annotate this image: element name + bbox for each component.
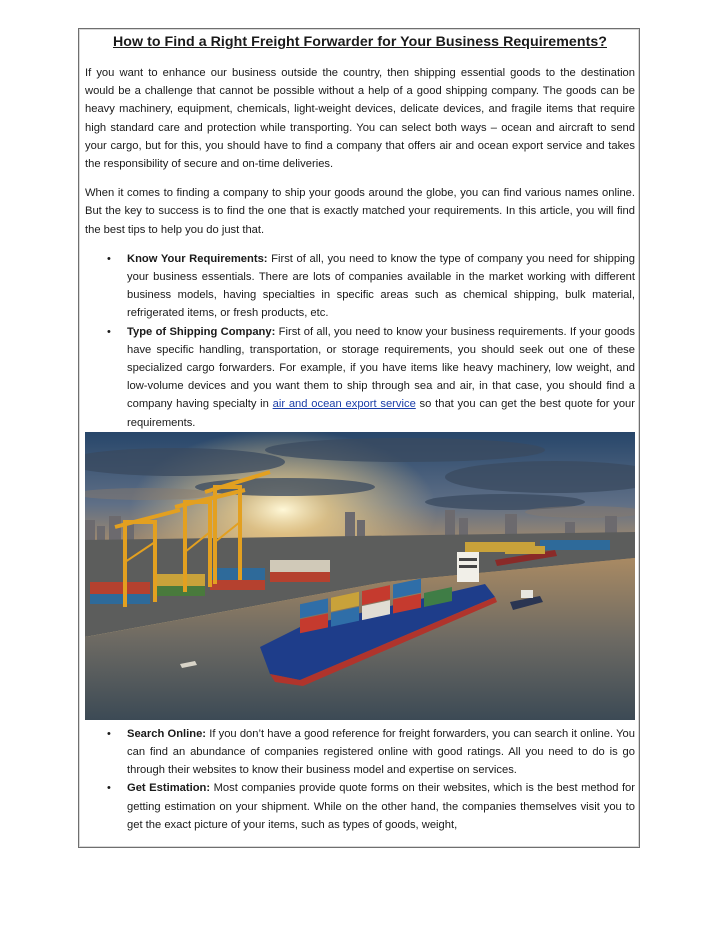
page-title: How to Find a Right Freight Forwarder for Your Business Requirements? xyxy=(112,34,607,50)
list-item-heading: Know Your Requirements: xyxy=(127,252,268,265)
list-item-type-of-company xyxy=(85,323,635,432)
list-item-text: If you don’t have a good reference for freight forwarders, you can search it online. You can find an abundance of companies registered online with good ratings. All you need to do is go through their websites to know their business model and expertise on services. xyxy=(127,727,635,777)
tips-list-top xyxy=(85,250,635,432)
second-paragraph: When it comes to finding a company to ship your goods around the globe, you can find various names online. But the key to success is to find the one that is exactly matched your requirements. In this article, you will find the best tips to help you do just that. xyxy=(85,187,635,236)
list-item-get-estimation xyxy=(85,779,635,834)
tips-list-bottom xyxy=(85,725,635,834)
list-item-search-online xyxy=(85,725,635,780)
intro-paragraph: If you want to enhance our business outside the country, then shipping essential goods to the destination would be a challenge that cannot be possible without a help of a good shipping company. The goods can be heavy machinery, equipment, chemicals, light-weight devices, delicate devices, and fragile items that require high standard care and protection while transporting. You can select both ways – ocean and aircraft to send your cargo, but for this, you should have to find a company that offers air and ocean export service and takes the responsibility of secure and on-time deliveries. xyxy=(85,67,635,171)
document-body xyxy=(85,34,635,834)
list-item-text-end: so that you can get the best quote for your requirements. xyxy=(127,398,636,429)
port-container-ship-photo xyxy=(85,432,635,720)
bullet-icon: • xyxy=(107,252,111,265)
bullet-icon: • xyxy=(107,782,111,795)
list-item-text: Most companies provide quote forms on their websites, which is the best method for getting estimation on your shipment. While on the other hand, the companies themselves visit you to get the exact picture of your items, such as types of goods, weight, xyxy=(127,782,635,831)
list-item-heading: Search Online: xyxy=(127,727,207,740)
list-item-heading: Type of Shipping Company: xyxy=(127,325,276,338)
list-item-heading: Get Estimation: xyxy=(127,782,211,795)
list-item-text: First of all, you need to know your business requirements. If your goods have specific handling, transportation, or storage requirements, you should seek out one of these specialized cargo forwarders. For example, if you have items like heavy machinery, low weight, and low-volume devices and you want them to ship through sea and air, in that case, you should find a company having specialty in xyxy=(127,325,635,411)
list-item-text: First of all, you need to know the type of company you need for shipping your business essentials. There are lots of companies available in the market working with different business models, having specialties in specific areas such as chemical shipping, bulk material, refrigerated items, or fresh products, etc. xyxy=(127,252,635,320)
bullet-icon: • xyxy=(107,727,111,740)
bullet-icon: • xyxy=(107,325,111,338)
list-item-know-requirements xyxy=(85,250,635,323)
air-ocean-export-link[interactable]: air and ocean export service xyxy=(272,398,416,411)
